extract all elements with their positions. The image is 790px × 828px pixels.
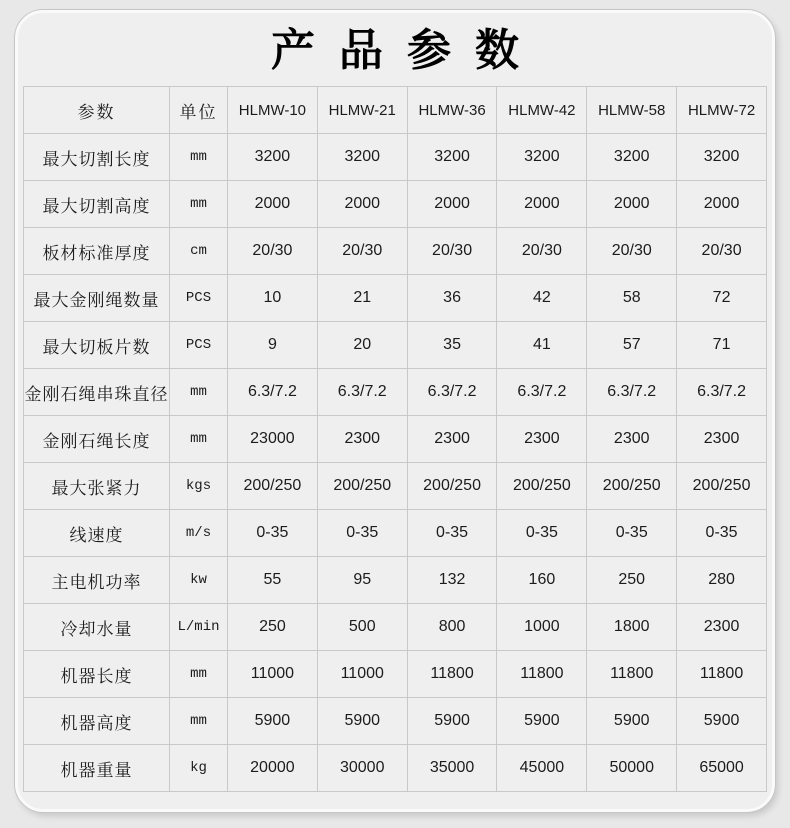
- value-cell: 5900: [317, 698, 407, 745]
- value-cell: 11800: [677, 651, 767, 698]
- value-cell: 2300: [677, 604, 767, 651]
- param-label: 机器高度: [24, 698, 170, 745]
- param-label: 板材标准厚度: [24, 228, 170, 275]
- value-cell: 2300: [677, 416, 767, 463]
- table-row: [24, 322, 767, 369]
- table-row: [24, 181, 767, 228]
- value-cell: 2000: [317, 181, 407, 228]
- unit-cell: mm: [170, 369, 228, 416]
- value-cell: 2000: [407, 181, 497, 228]
- value-cell: 2300: [407, 416, 497, 463]
- value-cell: 800: [407, 604, 497, 651]
- value-cell: 5900: [497, 698, 587, 745]
- value-cell: 200/250: [497, 463, 587, 510]
- param-label: 最大切割长度: [24, 134, 170, 181]
- param-label: 线速度: [24, 510, 170, 557]
- value-cell: 0-35: [228, 510, 318, 557]
- table-row: [24, 134, 767, 181]
- value-cell: 55: [228, 557, 318, 604]
- value-cell: 20/30: [497, 228, 587, 275]
- value-cell: 1000: [497, 604, 587, 651]
- table-row: [24, 228, 767, 275]
- value-cell: 42: [497, 275, 587, 322]
- value-cell: 200/250: [407, 463, 497, 510]
- unit-cell: kg: [170, 745, 228, 792]
- value-cell: 20/30: [407, 228, 497, 275]
- product-spec-table: [23, 86, 767, 792]
- value-cell: 0-35: [407, 510, 497, 557]
- value-cell: 20/30: [317, 228, 407, 275]
- unit-cell: m/s: [170, 510, 228, 557]
- table-row: [24, 369, 767, 416]
- value-cell: 20/30: [228, 228, 318, 275]
- unit-cell: mm: [170, 698, 228, 745]
- value-cell: 20: [317, 322, 407, 369]
- value-cell: 0-35: [497, 510, 587, 557]
- value-cell: 2000: [497, 181, 587, 228]
- value-cell: 6.3/7.2: [497, 369, 587, 416]
- value-cell: 6.3/7.2: [228, 369, 318, 416]
- value-cell: 200/250: [317, 463, 407, 510]
- value-cell: 57: [587, 322, 677, 369]
- value-cell: 5900: [677, 698, 767, 745]
- param-label: 金刚石绳长度: [24, 416, 170, 463]
- value-cell: 11000: [228, 651, 318, 698]
- table-body: [24, 134, 767, 792]
- value-cell: 35000: [407, 745, 497, 792]
- table-row: [24, 275, 767, 322]
- value-cell: 9: [228, 322, 318, 369]
- column-header-param: 参数: [24, 87, 170, 134]
- value-cell: 0-35: [587, 510, 677, 557]
- param-label: 最大切割高度: [24, 181, 170, 228]
- column-header-model: HLMW-10: [228, 87, 318, 134]
- value-cell: 200/250: [228, 463, 318, 510]
- table-row: [24, 463, 767, 510]
- param-label: 主电机功率: [24, 557, 170, 604]
- value-cell: 250: [228, 604, 318, 651]
- param-label: 机器长度: [24, 651, 170, 698]
- value-cell: 3200: [228, 134, 318, 181]
- unit-cell: cm: [170, 228, 228, 275]
- value-cell: 21: [317, 275, 407, 322]
- value-cell: 2000: [677, 181, 767, 228]
- unit-cell: kgs: [170, 463, 228, 510]
- column-header-model: HLMW-36: [407, 87, 497, 134]
- value-cell: 0-35: [677, 510, 767, 557]
- value-cell: 3200: [497, 134, 587, 181]
- value-cell: 132: [407, 557, 497, 604]
- table-row: [24, 510, 767, 557]
- unit-cell: kw: [170, 557, 228, 604]
- table-row: [24, 745, 767, 792]
- value-cell: 2000: [587, 181, 677, 228]
- param-label: 冷却水量: [24, 604, 170, 651]
- value-cell: 5900: [228, 698, 318, 745]
- unit-cell: L/min: [170, 604, 228, 651]
- unit-cell: mm: [170, 651, 228, 698]
- table-row: [24, 557, 767, 604]
- value-cell: 10: [228, 275, 318, 322]
- value-cell: 11000: [317, 651, 407, 698]
- value-cell: 50000: [587, 745, 677, 792]
- value-cell: 11800: [587, 651, 677, 698]
- value-cell: 58: [587, 275, 677, 322]
- value-cell: 11800: [497, 651, 587, 698]
- value-cell: 160: [497, 557, 587, 604]
- column-header-unit: 单位: [170, 87, 228, 134]
- value-cell: 280: [677, 557, 767, 604]
- page-title: 产品参数: [271, 25, 543, 76]
- param-label: 最大切板片数: [24, 322, 170, 369]
- value-cell: 95: [317, 557, 407, 604]
- value-cell: 250: [587, 557, 677, 604]
- value-cell: 3200: [407, 134, 497, 181]
- value-cell: 36: [407, 275, 497, 322]
- value-cell: 2300: [587, 416, 677, 463]
- column-header-model: HLMW-42: [497, 87, 587, 134]
- table-row: [24, 698, 767, 745]
- value-cell: 3200: [587, 134, 677, 181]
- param-label: 金刚石绳串珠直径: [24, 369, 170, 416]
- value-cell: 35: [407, 322, 497, 369]
- value-cell: 72: [677, 275, 767, 322]
- value-cell: 2000: [228, 181, 318, 228]
- value-cell: 6.3/7.2: [587, 369, 677, 416]
- value-cell: 11800: [407, 651, 497, 698]
- value-cell: 0-35: [317, 510, 407, 557]
- value-cell: 3200: [317, 134, 407, 181]
- value-cell: 71: [677, 322, 767, 369]
- column-header-model: HLMW-21: [317, 87, 407, 134]
- value-cell: 45000: [497, 745, 587, 792]
- table-row: [24, 651, 767, 698]
- value-cell: 20/30: [587, 228, 677, 275]
- value-cell: 2300: [317, 416, 407, 463]
- spec-card: [15, 10, 775, 812]
- value-cell: 3200: [677, 134, 767, 181]
- value-cell: 6.3/7.2: [677, 369, 767, 416]
- value-cell: 20/30: [677, 228, 767, 275]
- value-cell: 2300: [497, 416, 587, 463]
- param-label: 机器重量: [24, 745, 170, 792]
- column-header-model: HLMW-72: [677, 87, 767, 134]
- unit-cell: mm: [170, 134, 228, 181]
- value-cell: 200/250: [677, 463, 767, 510]
- value-cell: 41: [497, 322, 587, 369]
- table-row: [24, 604, 767, 651]
- value-cell: 65000: [677, 745, 767, 792]
- param-label: 最大张紧力: [24, 463, 170, 510]
- unit-cell: PCS: [170, 275, 228, 322]
- unit-cell: PCS: [170, 322, 228, 369]
- unit-cell: mm: [170, 416, 228, 463]
- value-cell: 200/250: [587, 463, 677, 510]
- value-cell: 30000: [317, 745, 407, 792]
- value-cell: 500: [317, 604, 407, 651]
- value-cell: 1800: [587, 604, 677, 651]
- value-cell: 20000: [228, 745, 318, 792]
- value-cell: 6.3/7.2: [317, 369, 407, 416]
- table-row: [24, 416, 767, 463]
- value-cell: 23000: [228, 416, 318, 463]
- column-header-model: HLMW-58: [587, 87, 677, 134]
- value-cell: 6.3/7.2: [407, 369, 497, 416]
- header-row: [24, 87, 767, 134]
- unit-cell: mm: [170, 181, 228, 228]
- value-cell: 5900: [407, 698, 497, 745]
- param-label: 最大金刚绳数量: [24, 275, 170, 322]
- value-cell: 5900: [587, 698, 677, 745]
